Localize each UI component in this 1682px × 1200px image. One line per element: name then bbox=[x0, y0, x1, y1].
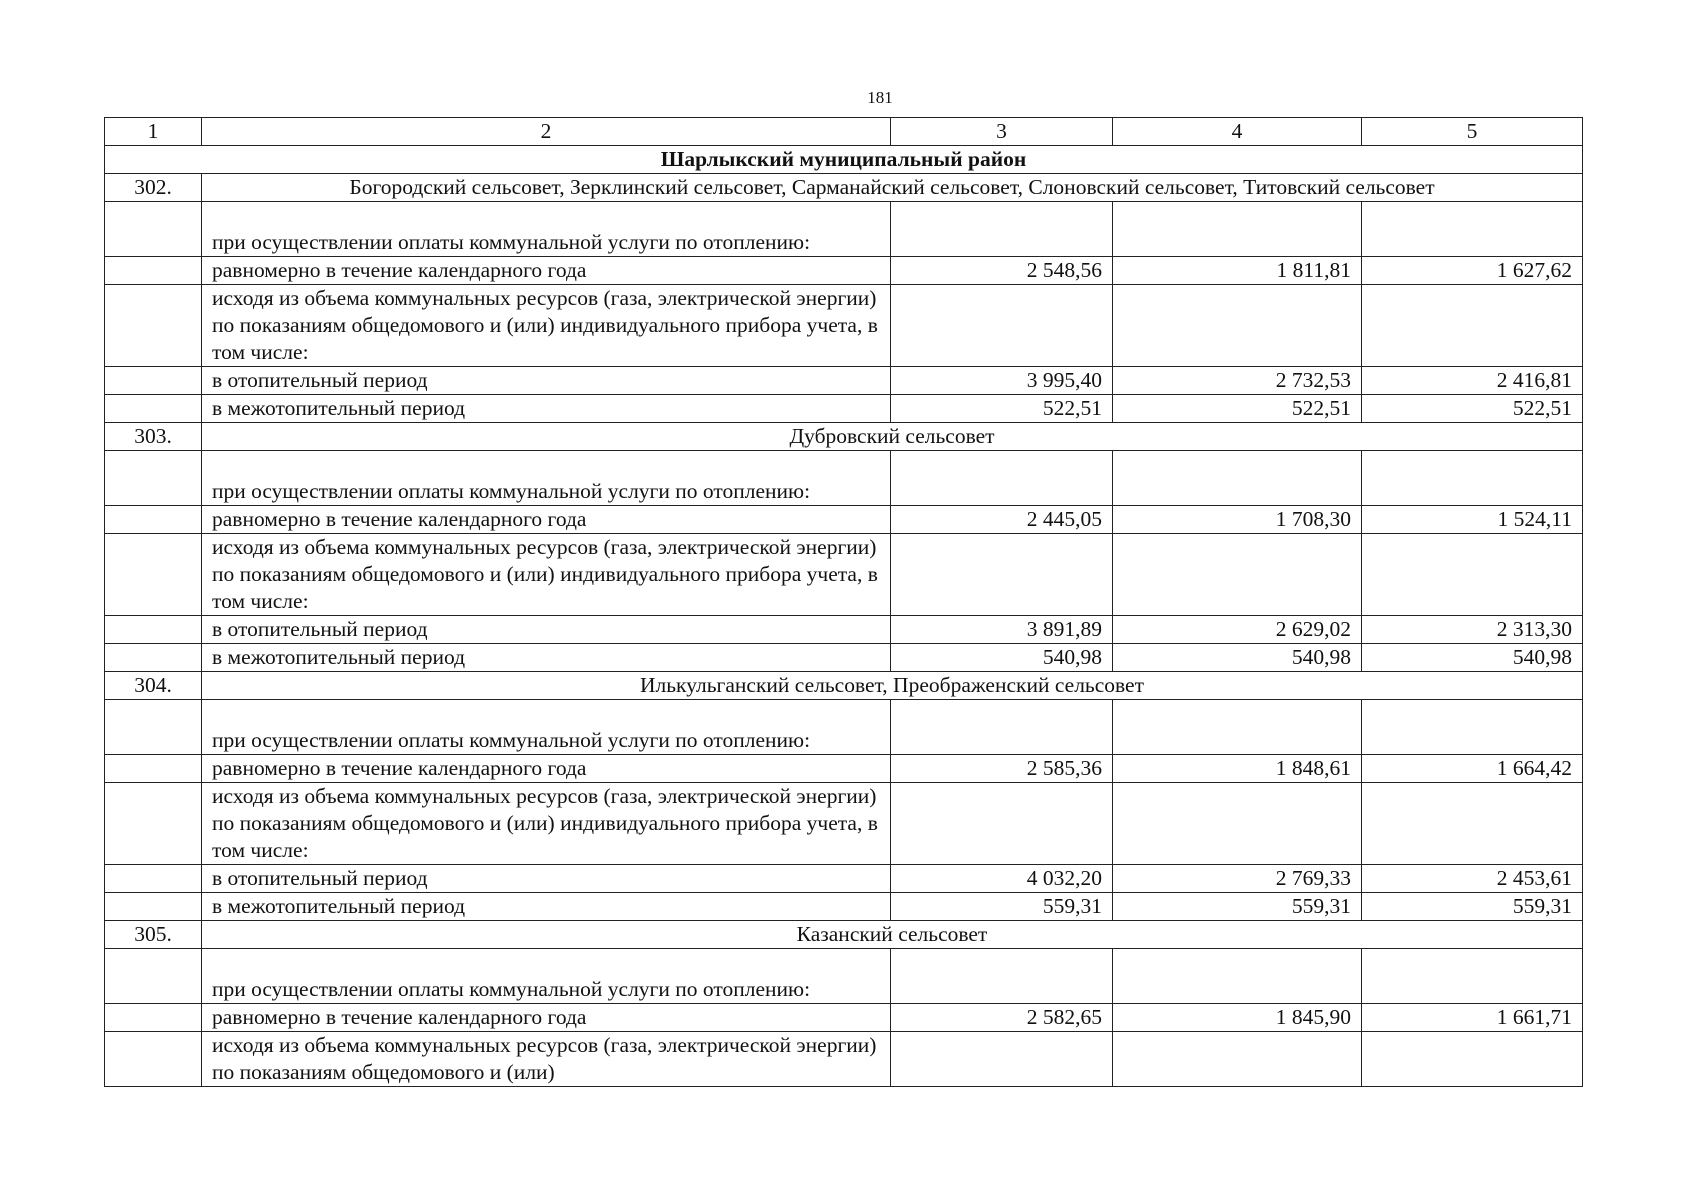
row-label: в отопительный период bbox=[202, 865, 891, 893]
value-cell: 4 032,20 bbox=[891, 865, 1113, 893]
table-row bbox=[105, 506, 1583, 534]
value-cell bbox=[1362, 451, 1583, 506]
value-cell: 1 811,81 bbox=[1113, 257, 1362, 285]
table-row bbox=[105, 285, 1583, 367]
value-cell: 1 845,90 bbox=[1113, 1004, 1362, 1032]
value-cell bbox=[891, 700, 1113, 755]
group-title: Казанский сельсовет bbox=[202, 921, 1583, 949]
row-label: в межотопительный период bbox=[202, 893, 891, 921]
group-title: Богородский сельсовет, Зерклинский сельсовет, Сарманайский сельсовет, Слоновский сельсовет, Титовский сельсовет bbox=[202, 174, 1583, 202]
row-label: исходя из объема коммунальных ресурсов (газа, электрической энергии) по показаниям общедомового и (или) индивидуального прибора учета, в том числе: bbox=[202, 783, 891, 865]
row-label: равномерно в течение календарного года bbox=[202, 755, 891, 783]
value-cell bbox=[891, 451, 1113, 506]
group-row bbox=[105, 921, 1583, 949]
table-row bbox=[105, 367, 1583, 395]
row-label: равномерно в течение календарного года bbox=[202, 1004, 891, 1032]
row-label: в отопительный период bbox=[202, 616, 891, 644]
table-row bbox=[105, 395, 1583, 423]
value-cell bbox=[1113, 451, 1362, 506]
row-label: исходя из объема коммунальных ресурсов (газа, электрической энергии) по показаниям общедомового и (или) индивидуального прибора учета, в том числе: bbox=[202, 534, 891, 616]
group-number: 302. bbox=[105, 174, 202, 202]
group-number: 304. bbox=[105, 672, 202, 700]
value-cell: 2 629,02 bbox=[1113, 616, 1362, 644]
value-cell: 559,31 bbox=[1113, 893, 1362, 921]
table-row bbox=[105, 783, 1583, 865]
row-label: равномерно в течение календарного года bbox=[202, 257, 891, 285]
value-cell bbox=[1113, 783, 1362, 865]
table-row bbox=[105, 202, 1583, 257]
value-cell bbox=[1113, 700, 1362, 755]
row-label: при осуществлении оплаты коммунальной услуги по отоплению: bbox=[202, 451, 891, 506]
value-cell bbox=[1113, 949, 1362, 1004]
value-cell bbox=[1362, 700, 1583, 755]
table-row bbox=[105, 616, 1583, 644]
table-row bbox=[105, 1004, 1583, 1032]
tariff-table bbox=[104, 117, 1583, 1087]
header-cell: 5 bbox=[1362, 118, 1583, 146]
header-cell: 1 bbox=[105, 118, 202, 146]
value-cell: 559,31 bbox=[891, 893, 1113, 921]
value-cell: 1 627,62 bbox=[1362, 257, 1583, 285]
row-label: исходя из объема коммунальных ресурсов (газа, электрической энергии) по показаниям общедомового и (или) индивидуального прибора учета, в том числе: bbox=[202, 285, 891, 367]
table-row bbox=[105, 451, 1583, 506]
value-cell: 1 664,42 bbox=[1362, 755, 1583, 783]
value-cell bbox=[1362, 783, 1583, 865]
value-cell: 1 848,61 bbox=[1113, 755, 1362, 783]
header-cell: 3 bbox=[891, 118, 1113, 146]
value-cell: 3 995,40 bbox=[891, 367, 1113, 395]
table-row bbox=[105, 257, 1583, 285]
value-cell: 540,98 bbox=[1362, 644, 1583, 672]
value-cell: 522,51 bbox=[891, 395, 1113, 423]
value-cell: 2 585,36 bbox=[891, 755, 1113, 783]
value-cell: 522,51 bbox=[1362, 395, 1583, 423]
value-cell bbox=[891, 1032, 1113, 1087]
value-cell: 1 524,11 bbox=[1362, 506, 1583, 534]
value-cell bbox=[1362, 1032, 1583, 1087]
group-number: 303. bbox=[105, 423, 202, 451]
header-row bbox=[105, 118, 1583, 146]
value-cell: 522,51 bbox=[1113, 395, 1362, 423]
row-label: в межотопительный период bbox=[202, 644, 891, 672]
table-row bbox=[105, 893, 1583, 921]
value-cell: 540,98 bbox=[1113, 644, 1362, 672]
table-row bbox=[105, 700, 1583, 755]
page-number: 181 bbox=[867, 88, 893, 107]
header-cell: 4 bbox=[1113, 118, 1362, 146]
district-row bbox=[105, 146, 1583, 174]
group-number: 305. bbox=[105, 921, 202, 949]
value-cell: 1 708,30 bbox=[1113, 506, 1362, 534]
value-cell bbox=[891, 534, 1113, 616]
table-row bbox=[105, 949, 1583, 1004]
group-title: Дубровский сельсовет bbox=[202, 423, 1583, 451]
value-cell: 2 416,81 bbox=[1362, 367, 1583, 395]
group-row bbox=[105, 174, 1583, 202]
value-cell bbox=[1113, 202, 1362, 257]
row-label: исходя из объема коммунальных ресурсов (газа, электрической энергии) по показаниям общедомового и (или) bbox=[202, 1032, 891, 1087]
value-cell: 2 548,56 bbox=[891, 257, 1113, 285]
value-cell: 1 661,71 bbox=[1362, 1004, 1583, 1032]
row-label: при осуществлении оплаты коммунальной услуги по отоплению: bbox=[202, 700, 891, 755]
value-cell: 2 313,30 bbox=[1362, 616, 1583, 644]
row-label: в отопительный период bbox=[202, 367, 891, 395]
table-row bbox=[105, 755, 1583, 783]
value-cell: 2 582,65 bbox=[891, 1004, 1113, 1032]
value-cell bbox=[891, 285, 1113, 367]
row-label: при осуществлении оплаты коммунальной услуги по отоплению: bbox=[202, 949, 891, 1004]
value-cell bbox=[1362, 534, 1583, 616]
value-cell: 2 453,61 bbox=[1362, 865, 1583, 893]
value-cell bbox=[1362, 285, 1583, 367]
value-cell bbox=[891, 949, 1113, 1004]
table-row bbox=[105, 1032, 1583, 1087]
value-cell bbox=[891, 783, 1113, 865]
value-cell: 540,98 bbox=[891, 644, 1113, 672]
value-cell: 2 732,53 bbox=[1113, 367, 1362, 395]
value-cell bbox=[1113, 285, 1362, 367]
value-cell bbox=[1113, 1032, 1362, 1087]
group-row bbox=[105, 672, 1583, 700]
value-cell: 3 891,89 bbox=[891, 616, 1113, 644]
value-cell bbox=[891, 202, 1113, 257]
group-title: Илькульганский сельсовет, Преображенский сельсовет bbox=[202, 672, 1583, 700]
value-cell bbox=[1362, 949, 1583, 1004]
row-label: равномерно в течение календарного года bbox=[202, 506, 891, 534]
table-row bbox=[105, 644, 1583, 672]
value-cell: 2 445,05 bbox=[891, 506, 1113, 534]
row-label: в межотопительный период bbox=[202, 395, 891, 423]
table-row bbox=[105, 865, 1583, 893]
row-label: при осуществлении оплаты коммунальной услуги по отоплению: bbox=[202, 202, 891, 257]
value-cell bbox=[1113, 534, 1362, 616]
value-cell: 2 769,33 bbox=[1113, 865, 1362, 893]
value-cell bbox=[1362, 202, 1583, 257]
value-cell: 559,31 bbox=[1362, 893, 1583, 921]
district-title: Шарлыкский муниципальный район bbox=[105, 146, 1583, 174]
group-row bbox=[105, 423, 1583, 451]
table-row bbox=[105, 534, 1583, 616]
header-cell: 2 bbox=[202, 118, 891, 146]
